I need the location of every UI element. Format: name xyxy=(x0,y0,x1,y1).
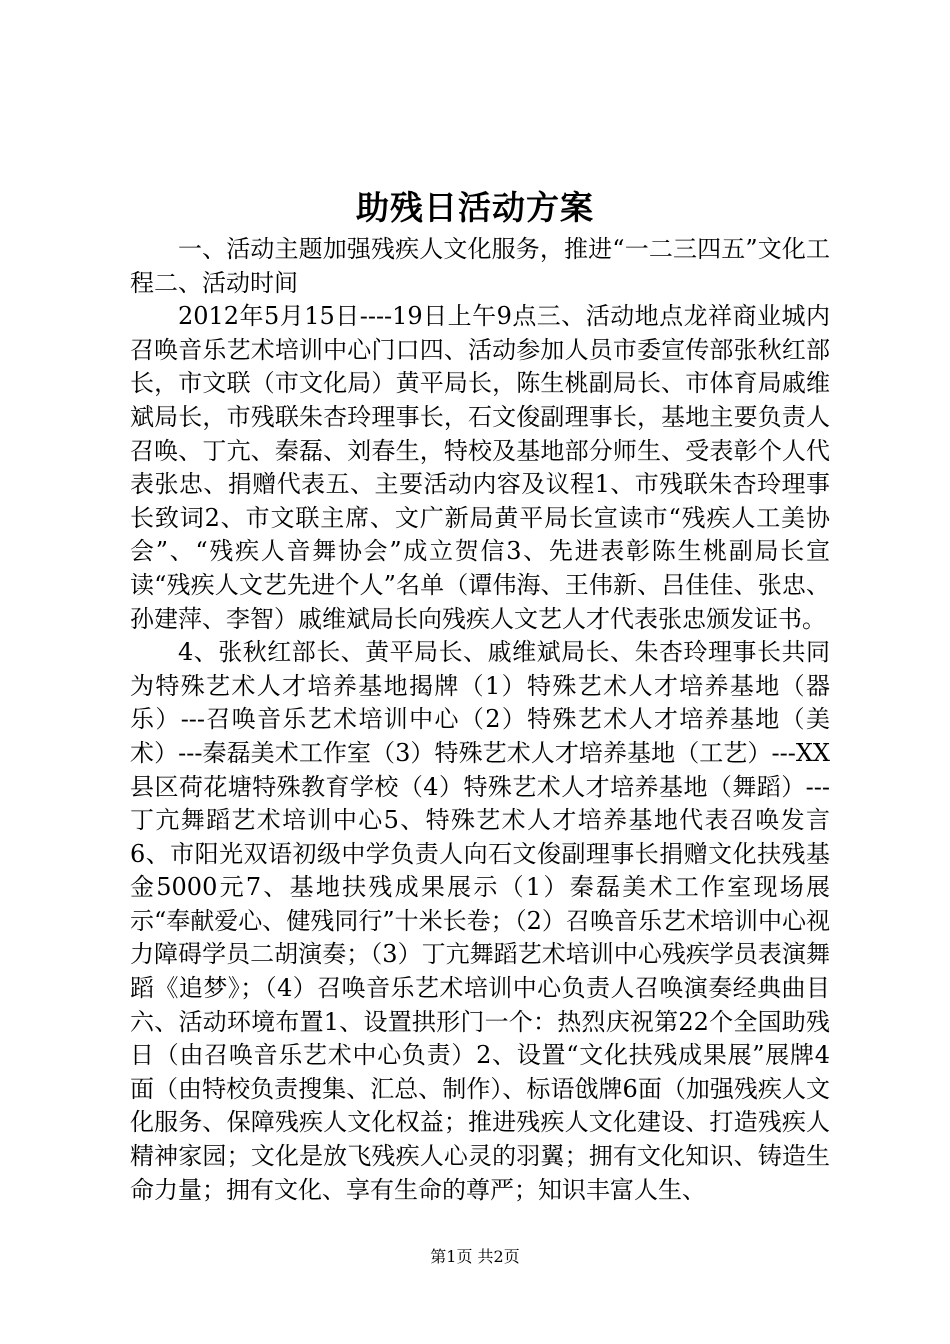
page-footer: 第1页 共2页 xyxy=(430,1247,520,1266)
paragraph: 2012年5月15日----19日上午9点三、活动地点龙祥商业城内召唤音乐艺术培训中心门口四、活动参加人员市委宣传部张秋红部长，市文联（市文化局）黄平局长，陈生桃副局长、市体育局戚维斌局长，市残联朱杏玲理事长，石文俊副理事长，基地主要负责人召唤、丁亢、秦磊、刘春生，特校及基地部分师生、受表彰个人代表张忠、捐赠代表五、主要活动内容及议程1、市残联朱杏玲理事长致词2、市文联主席、文广新局黄平局长宣读市“残疾人工美协会”、“残疾人音舞协会”成立贺信3、先进表彰陈生桃副局长宣读“残疾人文艺先进个人”名单（谭伟海、王伟新、吕佳佳、张忠、孙建萍、李智）戚维斌局长向残疾人文艺人才代表张忠颁发证书。 xyxy=(130,302,830,633)
document-title: 助残日活动方案 xyxy=(356,188,594,227)
paragraph: 一、活动主题加强残疾人文化服务，推进“一二三四五”文化工程二、活动时间 xyxy=(130,235,830,297)
document-body xyxy=(130,233,830,1207)
paragraph: 4、张秋红部长、黄平局长、戚维斌局长、朱杏玲理事长共同为特殊艺术人才培养基地揭牌（1）特殊艺术人才培养基地（器乐）---召唤音乐艺术培训中心（2）特殊艺术人才培养基地（美术）---秦磊美术工作室（3）特殊艺术人才培养基地（工艺）---XX县区荷花塘特殊教育学校（4）特殊艺术人才培养基地（舞蹈）---丁亢舞蹈艺术培训中心5、特殊艺术人才培养基地代表召唤发言6、市阳光双语初级中学负责人向石文俊副理事长捐赠文化扶残基金5000元7、基地扶残成果展示（1）秦磊美术工作室现场展示“奉献爱心、健残同行”十米长卷；（2）召唤音乐艺术培训中心视力障碍学员二胡演奏；（3）丁亢舞蹈艺术培训中心残疾学员表演舞蹈《追梦》；（4）召唤音乐艺术培训中心负责人召唤演奏经典曲目六、活动环境布置1、设置拱形门一个：热烈庆祝第22个全国助残日（由召唤音乐艺术中心负责）2、设置“文化扶残成果展”展牌4面（由特校负责搜集、汇总、制作）、标语戗牌6面（加强残疾人文化服务、保障残疾人文化权益；推进残疾人文化建设、打造残疾人精神家园；文化是放飞残疾人心灵的羽翼；拥有文化知识、铸造生命力量；拥有文化、享有生命的尊严；知识丰富人生、 xyxy=(130,638,830,1204)
